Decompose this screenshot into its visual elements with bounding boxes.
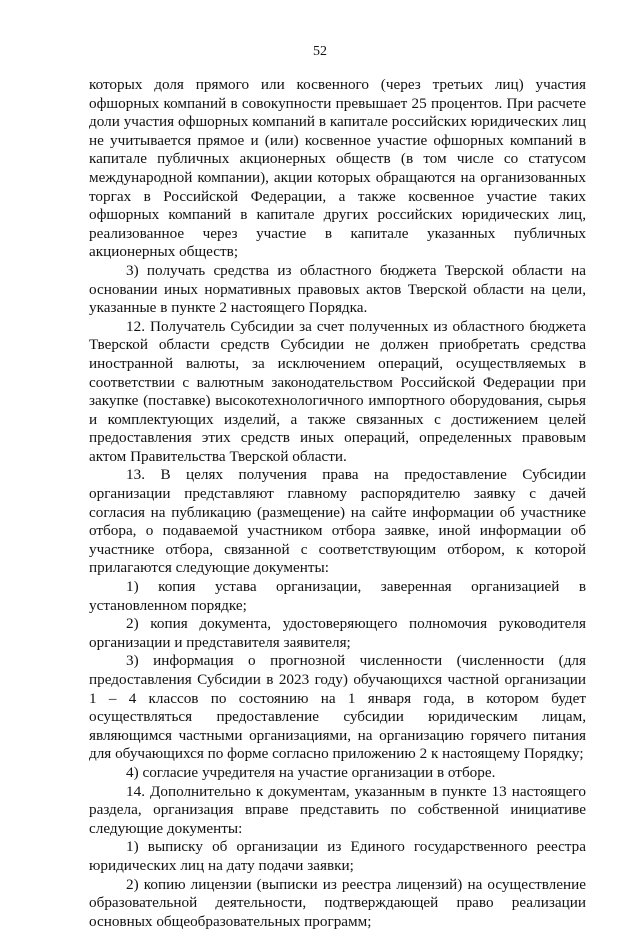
document-body xyxy=(89,76,586,931)
paragraph-clause-12: 12. Получатель Субсидии за счет полученных из областного бюджета Тверской области средств Субсидии не должен приобретать средства иностранной валюты, за исключением операций, осуществляемых в соответствии с валютным законодательством Российской Федерации при закупке (поставке) высокотехнологичного импортного оборудования, сырья и комплектующих изделий, а также связанных с достижением целей предоставления этих средств иных операций, определенных правовым актом Правительства Тверской области. xyxy=(89,317,586,465)
paragraph-item-3-regional-budget: 3) получать средства из областного бюджета Тверской области на основании иных нормативных правовых актов Тверской области на цели, указанные в пункте 2 настоящего Порядка. xyxy=(89,261,586,317)
paragraph-offshore-continuation: которых доля прямого или косвенного (через третьих лиц) участия офшорных компаний в совокупности превышает 25 процентов. При расчете доли участия офшорных компаний в капитале российских юридических лиц не учитывается прямое и (или) косвенное участие офшорных компаний в капитале публичных акционерных обществ (в том числе со статусом международной компании), акции которых обращаются на организованных торгах в Российской Федерации, а также косвенное участие таких офшорных компаний в капитале других российских юридических лиц, реализованное через участие в капитале указанных публичных акционерных обществ; xyxy=(89,76,586,261)
paragraph-clause-13: 13. В целях получения права на предоставление Субсидии организации представляют главному распорядителю заявку с дачей согласия на публикацию (размещение) на сайте информации об участнике отбора, о подаваемой участником отбора заявке, иной информации об участнике отбора, связанной с соответствующим отбором, к которой прилагаются следующие документы: xyxy=(89,466,586,577)
paragraph-clause-13-item-2: 2) копия документа, удостоверяющего полномочия руководителя организации и представителя заявителя; xyxy=(89,615,586,651)
paragraph-clause-14-item-1: 1) выписку об организации из Единого государственного реестра юридических лиц на дату подачи заявки; xyxy=(89,838,586,874)
paragraph-clause-13-item-3: 3) информация о прогнозной численности (численности (для предоставления Субсидии в 2023 году) обучающихся частной организации 1 – 4 классов по состоянию на 1 января года, в котором будет осуществляться предоставление субсидии юридическим лицам, являющимся частными организациями, на организацию горячего питания для обучающихся по форме согласно приложению 2 к настоящему Порядку; xyxy=(89,652,586,763)
paragraph-clause-14: 14. Дополнительно к документам, указанным в пункте 13 настоящего раздела, организация вправе представить по собственной инициативе следующие документы: xyxy=(89,782,586,837)
paragraph-clause-14-item-2: 2) копию лицензии (выписки из реестра лицензий) на осуществление образовательной деятельности, подтверждающей право реализации основных общеобразовательных программ; xyxy=(89,875,586,930)
paragraph-clause-13-item-1: 1) копия устава организации, заверенная организацией в установленном порядке; xyxy=(89,578,586,614)
page-number: 52 xyxy=(313,44,327,59)
paragraph-clause-13-item-4: 4) согласие учредителя на участие организации в отборе. xyxy=(126,763,496,781)
